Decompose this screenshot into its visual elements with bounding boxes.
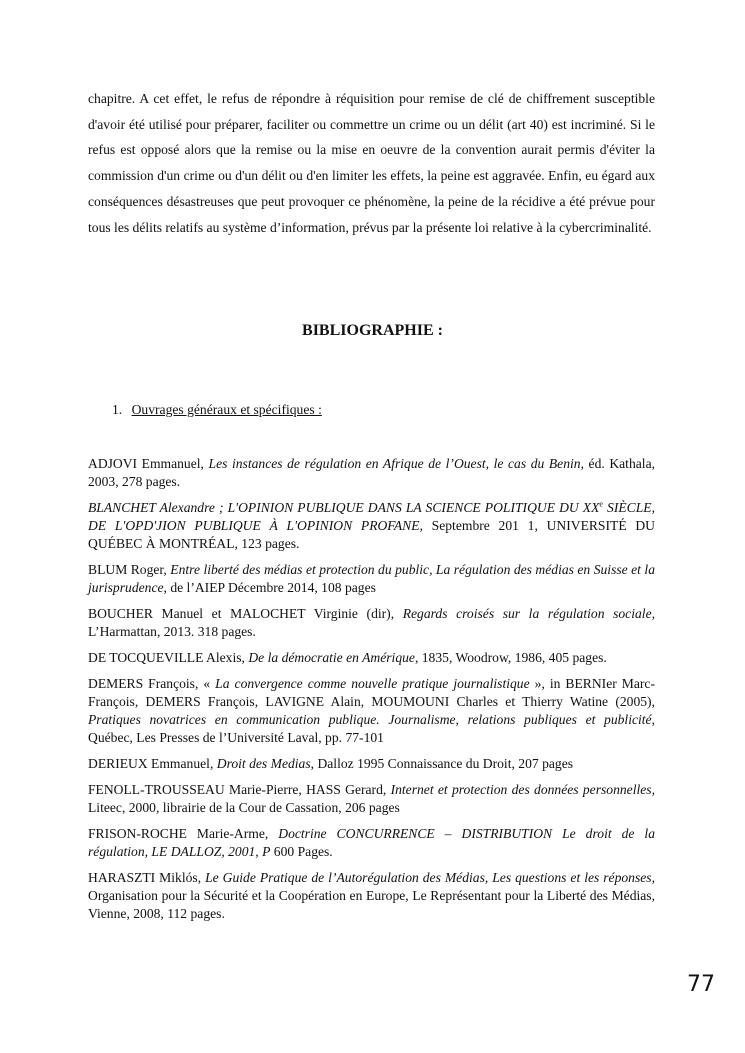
bib-author: ADJOVI Emmanuel, [88, 456, 209, 471]
bib-title: Droit des Medias [216, 756, 311, 771]
bib-title: De la démocratie en Amérique [248, 650, 415, 665]
bib-title-continued: SIÈCLE, DE L'OPD'JION PUBLIQUE À L'OPINION PROFANE, [88, 500, 656, 533]
bib-author: DERIEUX Emmanuel, [88, 756, 217, 771]
bib-author: DE TOCQUEVILLE Alexis, [88, 650, 249, 665]
bib-entry-fenoll [88, 781, 655, 817]
bib-entry-derieux [88, 755, 655, 773]
bib-details: L’Harmattan, 2013. 318 pages. [88, 624, 256, 639]
bib-title: Les instances de régulation en Afrique de l’Ouest, le cas du Benin [208, 456, 581, 471]
bib-entry-adjovi [88, 455, 655, 491]
bib-title: Doctrine CONCURRENCE – DISTRIBUTION Le droit de la régulation, LE DALLOZ, 2001, P [88, 826, 655, 859]
bib-title: Regards croisés sur la régulation sociale, [402, 606, 655, 621]
section-number: 1. [112, 402, 123, 417]
bib-title: Internet et protection des données personnelles [390, 782, 652, 797]
bib-title: BLANCHET Alexandre ; L'OPINION PUBLIQUE DANS LA SCIENCE POLITIQUE DU XX [88, 500, 600, 515]
bib-details: , éd. Kathala, 2003, 278 pages. [88, 456, 655, 489]
bib-entry-blum [88, 561, 655, 597]
bib-entry-blanchet [88, 499, 655, 553]
bib-author: HARASZTI Miklós, [88, 870, 206, 885]
bib-details: , 1835, Woodrow, 1986, 405 pages. [414, 650, 607, 665]
bib-entry-boucher [88, 605, 655, 641]
bib-author: DEMERS François, « [88, 676, 216, 691]
bib-author: BLUM Roger, [88, 562, 171, 577]
bib-title: La convergence comme nouvelle pratique journalistique [215, 676, 530, 691]
bib-entry-haraszti [88, 869, 655, 923]
bib-title: Le Guide Pratique de l’Autorégulation des Médias, Les questions et les réponses, [205, 870, 655, 885]
bib-entry-frison [88, 825, 655, 861]
bib-details: Septembre 201 1, UNIVERSITÉ DU QUÉBEC À MONTRÉAL, 123 pages. [88, 518, 655, 551]
bib-author: BOUCHER Manuel et MALOCHET Virginie (dir), [88, 606, 403, 621]
intro-paragraph: chapitre. A cet effet, le refus de répondre à réquisition pour remise de clé de chiffrement susceptible d'avoir été utilisé pour préparer, faciliter ou commettre un crime ou un délit (art 40) est incriminé. Si le refus est opposé alors que la remise ou la mise en oeuvre de la convention aurait permis d'éviter la commission d'un crime ou d'un délit ou d'en limiter les effets, la peine est aggravée. Enfin, eu égard aux conséquences désastreuses que peut provoquer ce phénomène, la peine de la récidive a été prévue pour tous les délits relatifs au système d’information, prévus par la présente loi relative à la cybercriminalité. [88, 91, 655, 235]
page-number: 77 [687, 972, 715, 997]
bib-details: , de l’AIEP Décembre 2014, 108 pages [163, 580, 376, 595]
bib-details: , Liteec, 2000, librairie de la Cour de Cassation, 206 pages [88, 782, 655, 815]
bib-entry-demers [88, 675, 655, 747]
bib-middle: », in BERNIer Marc-François, DEMERS François, LAVIGNE Alain, MOUMOUNI Charles et Thierry Watine (2005), [88, 676, 655, 709]
bib-author: FRISON-ROCHE Marie-Arme, [88, 826, 279, 841]
bibliography-list [88, 455, 655, 931]
bib-details: Organisation pour la Sécurité et la Coopération en Europe, Le Représentant pour la Liberté des Médias, Vienne, 2008, 112 pages. [88, 888, 655, 921]
bib-details: 600 Pages. [270, 844, 333, 859]
bib-entry-tocqueville [88, 649, 655, 667]
section-title: Ouvrages généraux et spécifiques : [131, 402, 322, 417]
bib-title-secondary: Pratiques novatrices en communication publique. Journalisme, relations publiques et publicité [88, 712, 652, 727]
bib-details: , Dalloz 1995 Connaissance du Droit, 207 pages [310, 756, 574, 771]
bib-author: FENOLL-TROUSSEAU Marie-Pierre, HASS Gerard, [88, 782, 391, 797]
bib-details: , Québec, Les Presses de l’Université Laval, pp. 77-101 [88, 712, 655, 745]
section-heading [112, 402, 322, 418]
bibliography-heading: BIBLIOGRAPHIE : [302, 322, 443, 339]
bib-title: Entre liberté des médias et protection du public, La régulation des médias en Suisse et la jurisprudence [88, 562, 655, 595]
bib-superscript: e [599, 499, 603, 509]
